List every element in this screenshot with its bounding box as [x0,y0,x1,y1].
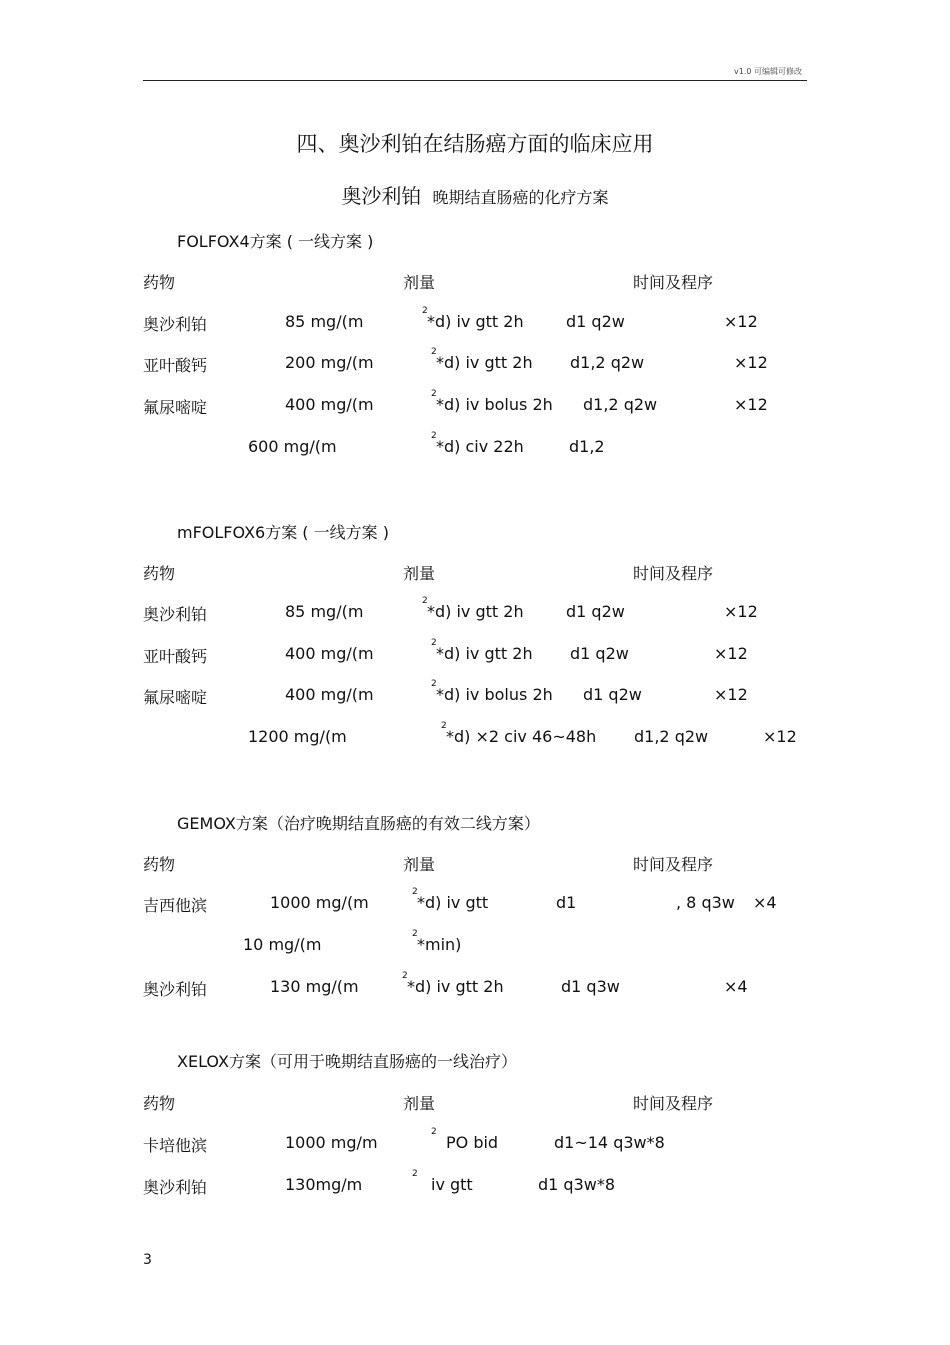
superscript: 2 [431,1127,437,1137]
drug-name: 卡培他滨 [143,1136,208,1155]
cycles: ×4 [753,893,777,912]
superscript: 2 [431,389,437,399]
subtitle-sub: 晚期结直肠癌的化疗方案 [432,188,609,207]
days: d1,2 q2w [583,395,658,414]
superscript: 2 [431,431,437,441]
days: d1,2 q2w [570,353,645,372]
route: *d) iv gtt 2h [427,312,524,331]
days: d1,2 q2w [634,727,709,746]
drug-name: 奥沙利铂 [143,1178,208,1197]
route: iv gtt [431,1175,473,1194]
col-header-drug: 药物 [143,855,176,874]
subtitle-main: 奥沙利铂 [341,184,422,208]
col-header-schedule: 时间及程序 [633,1094,714,1113]
dose: 1200 mg/(m [248,727,347,746]
col-header-dose: 剂量 [403,273,436,292]
drug-name: 吉西他滨 [143,896,208,915]
route: *min) [417,935,462,954]
drug-name: 氟尿嘧啶 [143,688,208,707]
days: d1 q3w [561,977,620,996]
cycles: ×12 [734,353,768,372]
drug-name: 亚叶酸钙 [143,647,208,666]
drug-name: 亚叶酸钙 [143,356,208,375]
page-title: 四、奥沙利铂在结肠癌方面的临床应用 [296,132,654,156]
days: d1,2 [569,437,605,456]
header-rule [143,80,807,81]
days: d1 q2w [566,312,625,331]
cycles: ×12 [714,644,748,663]
superscript: 2 [441,721,447,731]
cycles: ×12 [763,727,797,746]
dose: 400 mg/(m [285,685,374,704]
superscript: 2 [402,971,408,981]
days: d1 [556,893,577,912]
drug-name: 奥沙利铂 [143,605,208,624]
drug-name: 奥沙利铂 [143,980,208,999]
cycles: ×12 [724,312,758,331]
superscript: 2 [412,929,418,939]
dose: 130mg/m [285,1175,363,1194]
superscript: 2 [431,679,437,689]
section-title-folfox4: FOLFOX4方案 ( 一线方案 ) [177,232,374,251]
col-header-drug: 药物 [143,273,176,292]
cycles: ×12 [724,602,758,621]
route: PO bid [446,1133,499,1152]
section-title-xelox: XELOX方案（可用于晚期结直肠癌的一线治疗） [177,1052,517,1071]
superscript: 2 [422,596,428,606]
header-version: v1.0 可编辑可修改 [734,67,802,76]
route: *d) iv gtt [417,893,489,912]
col-header-dose: 剂量 [403,1094,436,1113]
days: d1 q2w [583,685,642,704]
page-subtitle [0,180,950,209]
section-title-mfolfox6: mFOLFOX6方案 ( 一线方案 ) [177,523,389,542]
route: *d) iv gtt 2h [407,977,504,996]
superscript: 2 [422,306,428,316]
superscript: 2 [431,638,437,648]
route: *d) iv gtt 2h [436,644,533,663]
dose: 85 mg/(m [285,602,364,621]
dose: 85 mg/(m [285,312,364,331]
superscript: 2 [412,887,418,897]
dose: 1000 mg/(m [270,893,369,912]
days: d1 q2w [570,644,629,663]
col-header-dose: 剂量 [403,855,436,874]
route: *d) iv gtt 2h [427,602,524,621]
dose: 400 mg/(m [285,644,374,663]
route: *d) iv gtt 2h [436,353,533,372]
col-header-drug: 药物 [143,1094,176,1113]
route: *d) iv bolus 2h [436,395,553,414]
dose: 1000 mg/m [285,1133,378,1152]
days: d1 q3w*8 [538,1175,616,1194]
dose: 600 mg/(m [248,437,337,456]
section-title-gemox: GEMOX方案（治疗晚期结直肠癌的有效二线方案） [177,814,540,833]
page-number: 3 [143,1252,152,1268]
dose: 200 mg/(m [285,353,374,372]
col-header-schedule: 时间及程序 [633,564,714,583]
col-header-schedule: 时间及程序 [633,855,714,874]
col-header-drug: 药物 [143,564,176,583]
superscript: 2 [431,347,437,357]
cycles: ×12 [714,685,748,704]
route: *d) civ 22h [436,437,524,456]
days-extra: , 8 q3w [676,893,735,912]
cycles: ×12 [734,395,768,414]
col-header-dose: 剂量 [403,564,436,583]
col-header-schedule: 时间及程序 [633,273,714,292]
dose: 400 mg/(m [285,395,374,414]
dose: 10 mg/(m [243,935,322,954]
drug-name: 奥沙利铂 [143,315,208,334]
drug-name: 氟尿嘧啶 [143,398,208,417]
route: *d) iv bolus 2h [436,685,553,704]
route: *d) ×2 civ 46~48h [446,727,597,746]
superscript: 2 [412,1169,418,1179]
days: d1 q2w [566,602,625,621]
days: d1~14 q3w*8 [554,1133,665,1152]
dose: 130 mg/(m [270,977,359,996]
cycles: ×4 [724,977,748,996]
